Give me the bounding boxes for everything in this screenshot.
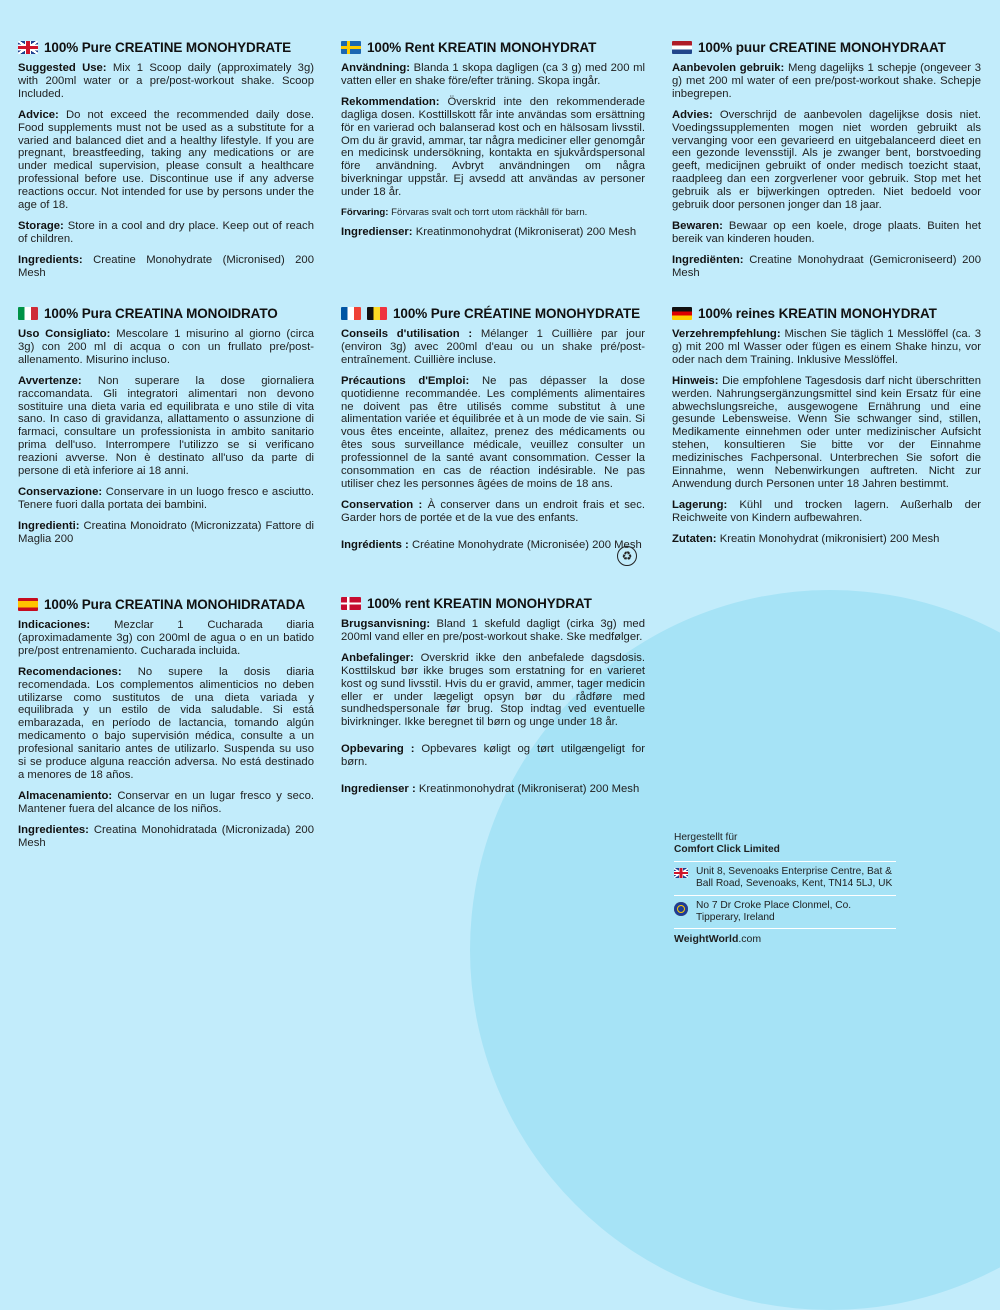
instructions: Brugsanvisning: Bland 1 skefuld dagligt (cirka 3g) med 200ml vand eller en pre/post-workout shake. Ske medfølger. [341, 618, 645, 643]
denmark-flag-icon [341, 597, 361, 610]
section-french [341, 306, 646, 563]
storage: Conservation : À conserver dans un endroit frais et sec. Garder hors de portée et de la vue des enfants. [341, 498, 645, 524]
section-dutch [672, 40, 981, 288]
section-heading [18, 597, 314, 612]
ingredients: Ingredienser: Kreatinmonohydrat (Mikroniserat) 200 Mesh [341, 226, 637, 239]
germany-flag-icon [672, 307, 692, 320]
section-heading [672, 40, 981, 55]
section-heading [18, 40, 314, 55]
spain-flag-icon [18, 598, 38, 611]
belgium-flag-icon [367, 307, 387, 320]
eu-address-row [674, 895, 896, 929]
heading-text: 100% puur CREATINE MONOHYDRAAT [698, 40, 946, 55]
section-danish [341, 596, 645, 804]
section-spanish [18, 597, 314, 858]
ingredients: Zutaten: Kreatin Monohydrat (mikronisiert) 200 Mesh [672, 532, 940, 545]
usage: Användning: Blanda 1 skopa dagligen (ca 3 g) med 200 ml vatten eller en shake före/efter träning. Skopa ingår. [341, 62, 645, 87]
storage: Almacenamiento: Conservar en un lugar fresco y seco. Mantener fuera del alcance de los niños. [18, 789, 315, 815]
ingredients: Ingredients: Creatine Monohydrate (Micronised) 200 Mesh [18, 253, 314, 279]
recommended-use: Aanbevolen gebruik: Meng dagelijks 1 schepje (ongeveer 3 g) met 200 ml water of een pre/post-workout shake. Schepje inbegrepen. [672, 62, 981, 100]
ingredients: Ingrédients : Créatine Monohydrate (Micronisée) 200 Mesh [341, 538, 642, 551]
usage-advice: Conseils d'utilisation : Mélanger 1 Cuillière par jour (environ 3g) avec 200ml d'eau ou un shake pré/post-entraînement. Cuillière incluse. [341, 328, 646, 366]
recommended-use: Uso Consigliato: Mescolare 1 misurino al giorno (circa 3g) con 200 ml di acqua o con un frullato pre/post-allenamento. Misurino incluso. [18, 328, 315, 366]
netherlands-flag-icon [672, 41, 692, 54]
section-heading [672, 306, 981, 321]
ingredients: Ingredienser : Kreatinmonohydrat (Mikroniserat) 200 Mesh [341, 783, 640, 796]
uk-address: Unit 8, Sevenoaks Enterprise Centre, Bat & Ball Road, Sevenoaks, Kent, TN14 5LJ, UK [696, 865, 893, 890]
storage: Lagerung: Kühl und trocken lagern. Außerhalb der Reichweite von Kindern aufbewahren. [672, 498, 981, 524]
eu-address: No 7 Dr Croke Place Clonmel, Co. Tipperary, Ireland [696, 899, 852, 924]
made-for-label: Hergestellt für [674, 832, 738, 843]
eu-flag-icon [674, 902, 688, 916]
section-german [672, 306, 981, 554]
manufacturer-info [674, 832, 896, 946]
advice: Advice: Do not exceed the recommended daily dose. Food supplements must not be used as a substitute for a varied and balanced diet and a healthy lifestyle. If you are pregnant, breastfeeding, taking any medications or are under medical supervision, please consult a healthcare professional before use. Discontinue use if any adverse reactions occur. Not intended for use by persons under the age of 18. [18, 108, 314, 212]
ingredients: Ingredientes: Creatina Monohidratada (Micronizada) 200 Mesh [18, 823, 314, 849]
ingredients: Ingrediënten: Creatine Monohydraat (Gemicroniseerd) 200 Mesh [672, 253, 981, 279]
section-swedish [341, 40, 645, 247]
italy-flag-icon [18, 307, 38, 320]
storage: Storage: Store in a cool and dry place. Keep out of reach of children. [18, 219, 314, 245]
section-heading [18, 306, 314, 321]
precautions: Précautions d'Emploi: Ne pas dépasser la dose quotidienne recommandée. Les compléments alimentaires ne doivent pas être utilisés comme substitut à une alimentation variée et équilibrée et à un mode de vie sain. Si vous êtes enceinte, allaitez, prenez des médicaments ou êtes sous surveillance médicale, veuillez consulter un professionnel de la santé avant consommation. Cesser la consommation en cas de réaction indésirable. Ne pas utiliser chez les personnes âgées de moins de 18 ans. [341, 374, 645, 490]
france-flag-icon [341, 307, 361, 320]
suggested-use: Suggested Use: Mix 1 Scoop daily (approximately 3g) with 200ml water or a pre/post-workout shake. Scoop Included. [18, 62, 315, 100]
recommendations: Recomendaciones: No supere la dosis diaria recomendada. Los complementos alimenticios no deben utilizarse como sustitutos de una dieta variada y equilibrada y un estilo de vida saludable. Si está embarazada, en período de lactancia, tomando algún medicamento o bajo supervisión médica, consulte a un profesional sanitario antes de utilizarlo. Suspenda su uso si se produce alguna reacción adversa. No está destinado a menores de 18 años. [18, 665, 314, 781]
heading-text: 100% Rent KREATIN MONOHYDRAT [367, 40, 597, 55]
heading-text: 100% reines KREATIN MONOHYDRAT [698, 306, 937, 321]
uk-flag-icon [674, 868, 688, 878]
heading-text: 100% Pure CREATINE MONOHYDRATE [44, 40, 292, 55]
section-english [18, 40, 314, 288]
heading-text: 100% Pura CREATINA MONOIDRATO [44, 306, 278, 321]
warnings: Avvertenze: Non superare la dose giornaliera raccomandata. Gli integratori alimentari non devono sostituire una dieta varia ed equilibrata e uno stile di vita sano. In caso di gravidanza, allattamento o assunzione di farmaci, consultare un professionista in ambito sanitario prima dell'uso. Interrompere l'utilizzo se si verificano reazioni avverse. Non è destinato all'uso da parte di persone di età inferiore ai 18 anni. [18, 374, 315, 478]
storage: Förvaring: Förvaras svalt och torrt utom räckhåll för barn. [341, 207, 588, 219]
company-name: Comfort Click Limited [674, 844, 780, 856]
advice: Advies: Overschrijd de aanbevolen dagelijkse dosis niet. Voedingssupplementen mogen niet worden gebruikt als vervanging voor een gevarieerd en uitgebalanceerd dieet en een gezonde levensstijl. Als je zwanger bent, borstvoeding geeft, medicijnen gebruikt of onder medisch toezicht staat, raadpleeg dan een zorgverlener voor gebruik. Stop met het gebruik als er bijwerkingen optreden. Niet bedoeld voor gebruik door personen jonger dan 18 jaar. [672, 108, 982, 212]
storage: Conservazione: Conservare in un luogo fresco e asciutto. Tenere fuori dalla portata dei bambini. [18, 485, 314, 511]
heading-text: 100% Pura CREATINA MONOHIDRATADA [44, 597, 306, 612]
section-heading [341, 40, 645, 55]
section-heading [341, 306, 645, 321]
storage: Opbevaring : Opbevares køligt og tørt utilgængeligt for børn. [341, 743, 645, 769]
recycle-icon: ♻ [617, 546, 637, 566]
recommendation: Rekommendation: Överskrid inte den rekommenderade dagliga dosen. Kosttillskott får inte användas som ersättning för en varierad och balanserad kost och en hälsosam livsstil. Om du är gravid, ammar, tar några mediciner eller genomgår en medicinsk undersökning, kontakta en sjukvårdspersonal före användning. Avbryt användningen om några biverkningar uppstår. Ej avsedd att användas av personer under 18 år. [341, 95, 646, 199]
section-heading [341, 596, 645, 611]
ingredients: Ingredienti: Creatina Monoidrato (Micronizzata) Fattore di Maglia 200 [18, 519, 314, 545]
brand-website: WeightWorld.com [674, 928, 896, 945]
storage: Bewaren: Bewaar op een koele, droge plaats. Buiten het bereik van kinderen houden. [672, 219, 981, 245]
notice: Hinweis: Die empfohlene Tagesdosis darf nicht überschritten werden. Nahrungsergänzungsmittel sind kein Ersatz für eine abwechslungsreiche, ausgewogene Ernährung und eine gesunde Lebensweise. Wenn Sie schwanger sind, stillen, Medikamente einnehmen oder unter medizinischer Aufsicht stehen, konsultieren Sie bitte vor der Einnahme medizinisches Fachpersonal. Unterbrechen Sie sofort die Einnahme, wenn Nebenwirkungen auftreten. Nicht zur Anwendung durch Personen unter 18 Jahren bestimmt. [672, 374, 981, 490]
heading-text: 100% Pure CRÉATINE MONOHYDRATE [393, 306, 641, 321]
section-italian [18, 306, 314, 554]
manufacturer-header [674, 832, 896, 861]
recommended-intake: Verzehrempfehlung: Mischen Sie täglich 1 Messlöffel (ca. 3 g) mit 200 ml Wasser oder fügen es einem Shake hinzu, vor oder nach dem Training. Inklusive Messlöffel. [672, 328, 981, 366]
sweden-flag-icon [341, 41, 361, 54]
instructions: Indicaciones: Mezclar 1 Cucharada diaria (aproximadamente 3g) con 200ml de agua o en un batido pre/post entrenamiento. Cucharada incluida. [18, 619, 315, 657]
uk-flag-icon [18, 41, 38, 54]
recommendations: Anbefalinger: Overskrid ikke den anbefalede dagsdosis. Kosttilskud bør ikke bruges som erstatning for en varieret kost og sund livsstil. Hvis du er gravid, ammer, tager medicin eller er under lægeligt opsyn bør du rådføre med sundhedspersonale før brug. Stop indtag ved eventuelle bivirkninger. Ikke beregnet til børn og unge under 18 år. [341, 651, 646, 729]
uk-address-row [674, 861, 896, 895]
heading-text: 100% rent KREATIN MONOHYDRAT [367, 596, 592, 611]
